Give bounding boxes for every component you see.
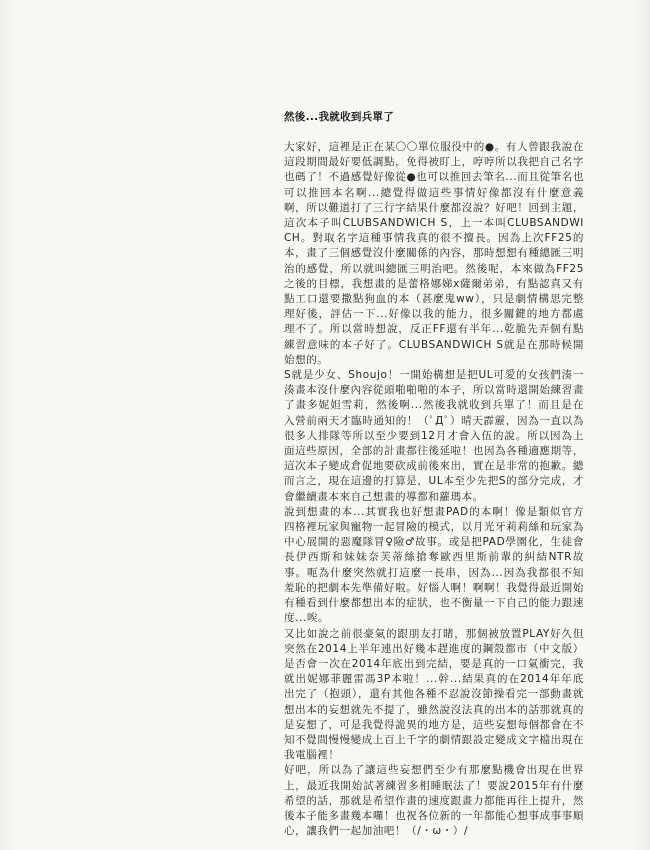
article-body <box>284 140 584 839</box>
afterword-article <box>284 110 584 839</box>
paragraph: S就是少女、Shoujo！一開始構想是把UL可愛的女孩們湊一湊畫本沒什麼內容從頭啪啪啪的本子，所以當時還開始練習畫了畫多妮妲雪莉，然後啊...然後我就收到兵單了！而且是在入營前兩天才臨時通知的！（ﾟДﾟ）晴天霹靂，因為一直以為很多人排隊等所以至少要到12月才會入伍的說。所以因為上面這些原因，全部的計畫都往後延啦！也因為各種適應期等，這次本子變成倉促地要砍成前後來出，實在是非常的抱歉。總而言之，現在這邊的打算是，UL本至少先把S的部分完成，才會繼續畫本來自己想畫的導都和蘿瑪本。 <box>284 369 584 503</box>
paragraph: 說到想畫的本...其實我也好想畫PAD的本啊！像是類似官方四格裡玩家與寵物一起冒險的模式，以月光牙莉莉絲和玩家為中心展開的惡魔隊冒♀險♂故事。或是把PAD學園化，生徒會長伊西斯和妹妹奈芙蒂絲搶奪歐西里斯前輩的糾結NTR故事。呃為什麼突然就打這麼一長串，因為...因為我都很不知羞恥的把劇本先準備好啦。好惱人啊！啊啊！我覺得最近開始有種看到什麼都想出本的症狀，也不衡量一下自己的能力跟速度...唉。 <box>284 505 584 625</box>
article-title: 然後...我就收到兵單了 <box>284 111 395 123</box>
paragraph: 又比如說之前很豪氣的跟朋友打賭，那個被放置PLAY好久但突然在2014上半年連出好幾本趕進度的鋼殼都市（中文版）是否會一次在2014年底出到完結，要是真的一口氣衝完，我就出妮娜菲麗雷馮3P本啦！...幹...結果真的在2014年年底出完了（抱頭），還有其他各種不忍說沒節操看完一部動畫就想出本的妄想就先不提了，雖然說沒法真的出本的話那就真的是妄想了，可是我覺得詭異的地方是，這些妄想每個都會在不知不覺間慢慢變成上百上千字的劇情跟設定變成文字檔出現在我電腦裡！ <box>284 627 584 762</box>
paragraph: 大家好，這裡是正在某〇〇單位服役中的●。有人曾跟我說在這段期間最好要低調點，免得被盯上，哼哼所以我把自己名字也碼了！不過感覺好像從●也可以推回去筆名...而且從筆名也可以推回本名啊...總覺得做這些事情好像都沒有什麼意義啊，所以難道打了三行字結果什麼都沒說？好吧！回到主題，這次本子叫CLUBSANDWICH S，上一本叫CLUBSANDWICH。對取名字這種事情我真的很不擅長。因為上次FF25的本，畫了三個感覺沒什麼關係的內容，那時想想有種總匯三明治的感覺，所以就叫總匯三明治吧。然後呢，本來做為FF25之後的目標，我想畫的是蕾格娜娣x薩爾弟弟，有點認真又有點工口還要撒點狗血的本（甚麼鬼ww），只是劇情構思完整理好後，評估一下...好像以我的能力，很多關鍵的地方都處理不了。所以當時想說，反正FF還有半年...乾脆先弄個有點練習意味的本子好了。CLUBSANDWICH S就是在那時候開始想的。 <box>284 141 584 366</box>
paragraph: 好吧，所以為了讓這些妄想們至少有那麼點機會出現在世界上，最近我開始試著練習多相睡眠法了！要說2015年有什麼希望的話，那就是希望作畫的速度跟畫力都能再往上提升，然後本子能多畫幾本囉！也祝各位新的一年都能心想事成事事順心，讓我們一起加油吧！（/・ω・）/ <box>284 764 584 838</box>
